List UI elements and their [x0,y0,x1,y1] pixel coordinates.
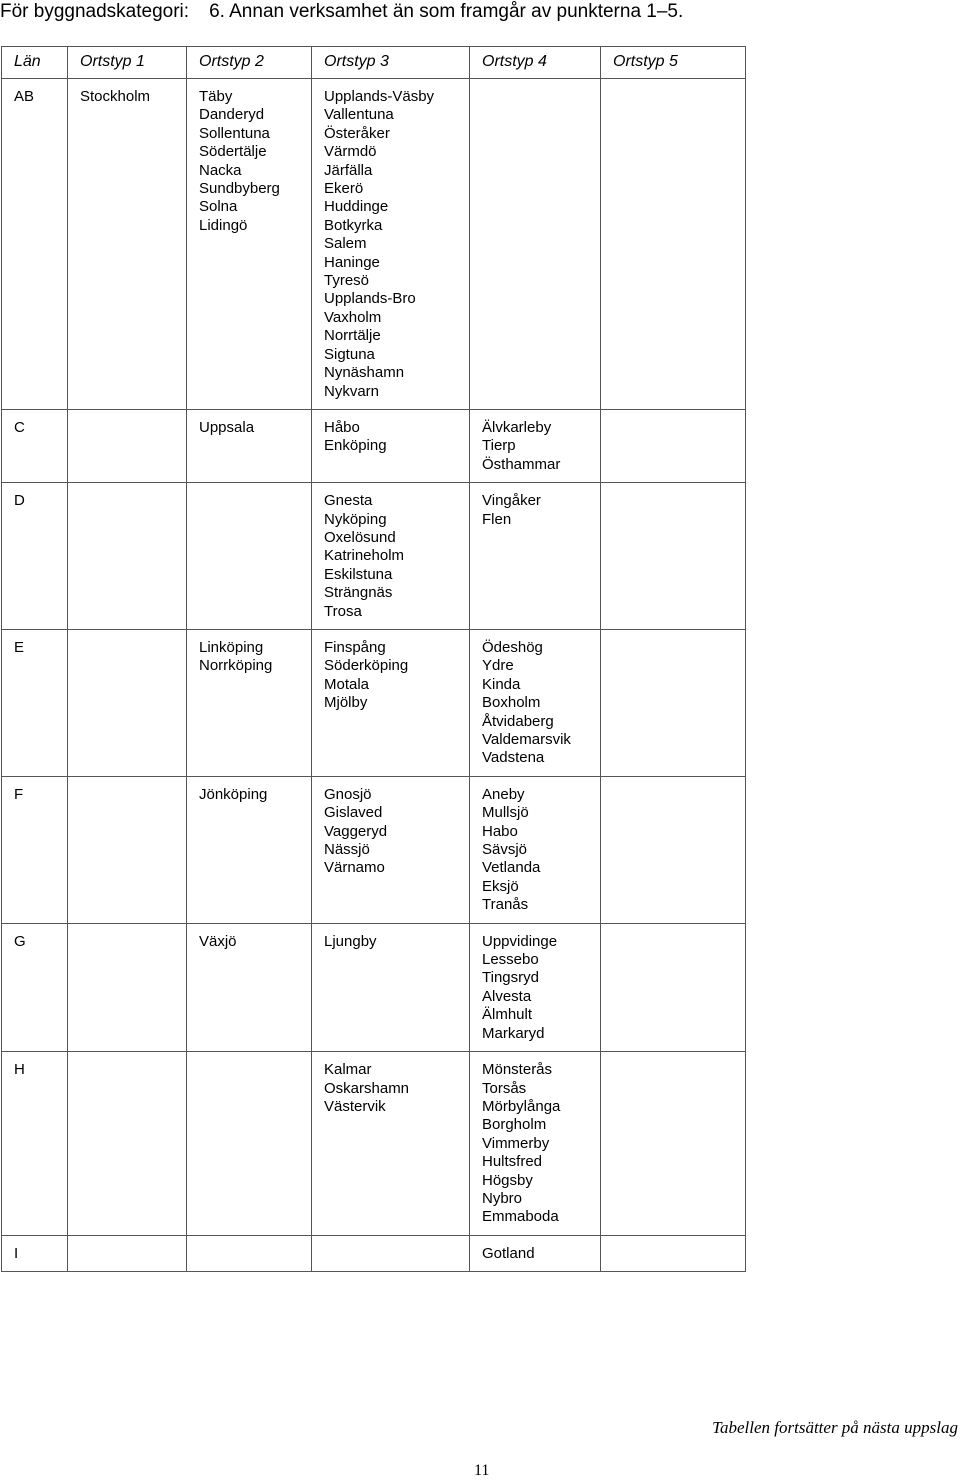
place-name: Botkyrka [324,216,383,234]
column-header-ortstyp-3: Ortstyp 3 [312,47,470,79]
place-name: Danderyd [199,106,265,124]
column-header-ortstyp-1: Ortstyp 1 [68,47,187,79]
place-name: Vetlanda [482,859,541,877]
place-name: Täby [199,88,233,105]
place-name: Borgholm [482,1116,547,1134]
place-name: Upplands-Väsby [324,88,435,105]
place-name: Aneby [482,785,525,803]
place-name: Sollentuna [199,124,270,142]
ortstyp-4-cell [470,1052,601,1236]
lan-code-cell: E [2,629,68,776]
place-name: Kalmar [324,1061,372,1079]
place-name: Jönköping [199,785,268,803]
ortstyp-4-cell [470,79,601,410]
ortstyp-3-cell [312,1235,470,1271]
ortstyp-1-cell [68,923,187,1051]
ortstyp-5-cell [601,776,746,923]
table-row [2,409,746,482]
place-name: Oskarshamn [324,1079,410,1097]
place-name: Vallentuna [324,106,394,124]
ortstyp-3-cell [312,79,470,410]
place-name: Vadstena [482,749,545,767]
place-name: Södertälje [199,143,267,161]
place-name: Boxholm [482,694,541,712]
place-name: Motala [324,675,370,693]
ortstyp-5-cell [601,1052,746,1236]
place-name: Åtvidaberg [482,712,554,730]
ortstyp-3-cell [312,923,470,1051]
column-header-ortstyp-2: Ortstyp 2 [187,47,312,79]
place-name: Gotland [482,1244,535,1262]
place-name: Eksjö [482,877,519,895]
place-name: Sundbyberg [199,180,280,198]
lan-code-cell: I [2,1235,68,1271]
category-value: 6. Annan verksamhet än som framgår av punkterna 1–5. [209,1,684,22]
place-name: Vimmerby [482,1134,550,1152]
place-name: Oxelösund [324,528,396,546]
category-label: För byggnadskategori: [0,1,190,22]
place-name: Tierp [482,437,516,455]
table-row [2,79,746,410]
place-name: Nynäshamn [324,364,405,382]
place-name: Tranås [482,896,529,914]
ortstyp-1-cell [68,776,187,923]
place-name: Nacka [199,161,242,179]
ortstyp-5-cell [601,79,746,410]
ortstyp-1-cell [68,1235,187,1271]
place-name: Håbo [324,418,360,436]
place-name: Gnosjö [324,785,372,803]
place-name: Upplands-Bro [324,290,416,308]
category-heading [0,0,683,24]
column-header-lan: Län [2,47,68,79]
ortstyp-3-cell [312,629,470,776]
place-name: Vaxholm [324,308,382,326]
ortstyp-2-cell [187,79,312,410]
place-name: Värmdö [324,143,377,161]
ortstyp-5-cell [601,629,746,776]
ortstyp-4-cell [470,629,601,776]
place-name: Stockholm [80,88,151,105]
place-name: Mönsterås [482,1061,553,1079]
lan-code-cell: C [2,409,68,482]
place-name: Sävsjö [482,841,528,859]
place-name: Nyköping [324,510,387,528]
ortstyp-4-cell [470,1235,601,1271]
ortstyp-4-cell [470,409,601,482]
lan-code-cell: D [2,483,68,630]
ortstyp-1-cell [68,409,187,482]
place-name: Ljungby [324,932,377,950]
place-name: Torsås [482,1079,527,1097]
table-row [2,923,746,1051]
region-table-body [2,79,746,1272]
place-name: Växjö [199,932,237,950]
table-row [2,1052,746,1236]
place-name: Lessebo [482,951,539,969]
place-name: Tyresö [324,272,370,290]
place-name: Trosa [324,602,362,620]
place-name: Mullsjö [482,804,529,822]
place-name: Hultsfred [482,1153,543,1171]
place-name: Östhammar [482,455,561,473]
table-continues-note: Tabellen fortsätter på nästa uppslag [712,1418,958,1437]
column-header-ortstyp-5: Ortstyp 5 [601,47,746,79]
place-name: Tingsryd [482,969,539,987]
place-name: Enköping [324,437,387,455]
ortstyp-1-cell [68,1052,187,1236]
place-name: Gislaved [324,804,383,822]
place-name: Högsby [482,1171,533,1189]
ortstyp-5-cell [601,409,746,482]
place-name: Valdemarsvik [482,731,571,748]
lan-code-cell: H [2,1052,68,1236]
ortstyp-2-cell [187,776,312,923]
place-name: Haninge [324,253,380,271]
ortstyp-4-cell [470,483,601,630]
place-name: Gnesta [324,492,373,510]
place-name: Eskilstuna [324,565,393,583]
place-name: Kinda [482,675,521,693]
place-name: Salem [324,235,367,253]
place-name: Värnamo [324,859,385,877]
place-name: Nybro [482,1189,523,1207]
table-row [2,1235,746,1271]
ortstyp-5-cell [601,923,746,1051]
lan-code-cell: F [2,776,68,923]
ortstyp-1-cell [68,483,187,630]
place-name: Norrköping [199,657,273,675]
place-name: Habo [482,822,518,840]
place-name: Solna [199,198,238,216]
place-name: Linköping [199,638,264,656]
place-name: Finspång [324,638,386,656]
place-name: Västervik [324,1097,386,1115]
ortstyp-2-cell [187,629,312,776]
ortstyp-3-cell [312,1052,470,1236]
page-number: 11 [474,1462,490,1479]
place-name: Söderköping [324,657,409,675]
place-name: Uppvidinge [482,932,558,950]
place-name: Ydre [482,657,514,675]
place-name: Österåker [324,124,390,142]
ortstyp-3-cell [312,409,470,482]
ortstyp-1-cell [68,79,187,410]
place-name: Norrtälje [324,327,381,345]
table-row [2,776,746,923]
place-name: Nässjö [324,841,370,859]
ortstyp-3-cell [312,483,470,630]
ortstyp-4-cell [470,776,601,923]
place-name: Alvesta [482,987,532,1005]
place-name: Markaryd [482,1024,545,1042]
place-name: Vaggeryd [324,822,388,840]
place-name: Ödeshög [482,638,543,656]
place-name: Katrineholm [324,547,405,565]
region-table [1,46,746,1272]
ortstyp-1-cell [68,629,187,776]
place-name: Mjölby [324,694,368,712]
ortstyp-2-cell [187,483,312,630]
place-name: Emmaboda [482,1208,559,1226]
place-name: Järfälla [324,161,373,179]
place-name: Strängnäs [324,584,393,602]
table-row [2,629,746,776]
place-name: Älvkarleby [482,418,552,436]
lan-code-cell: AB [2,79,68,410]
place-name: Nykvarn [324,382,380,400]
place-name: Älmhult [482,1006,533,1024]
ortstyp-2-cell [187,1235,312,1271]
place-name: Lidingö [199,216,248,234]
place-name: Flen [482,510,512,528]
place-name: Uppsala [199,418,255,436]
place-name: Sigtuna [324,345,375,363]
ortstyp-3-cell [312,776,470,923]
ortstyp-4-cell [470,923,601,1051]
place-name: Mörbylånga [482,1097,561,1115]
ortstyp-5-cell [601,483,746,630]
table-row [2,483,746,630]
ortstyp-5-cell [601,1235,746,1271]
ortstyp-2-cell [187,923,312,1051]
place-name: Huddinge [324,198,389,216]
header-row [2,47,746,79]
column-header-ortstyp-4: Ortstyp 4 [470,47,601,79]
lan-code-cell: G [2,923,68,1051]
ortstyp-2-cell [187,1052,312,1236]
place-name: Ekerö [324,180,364,198]
ortstyp-2-cell [187,409,312,482]
place-name: Vingåker [482,492,541,510]
